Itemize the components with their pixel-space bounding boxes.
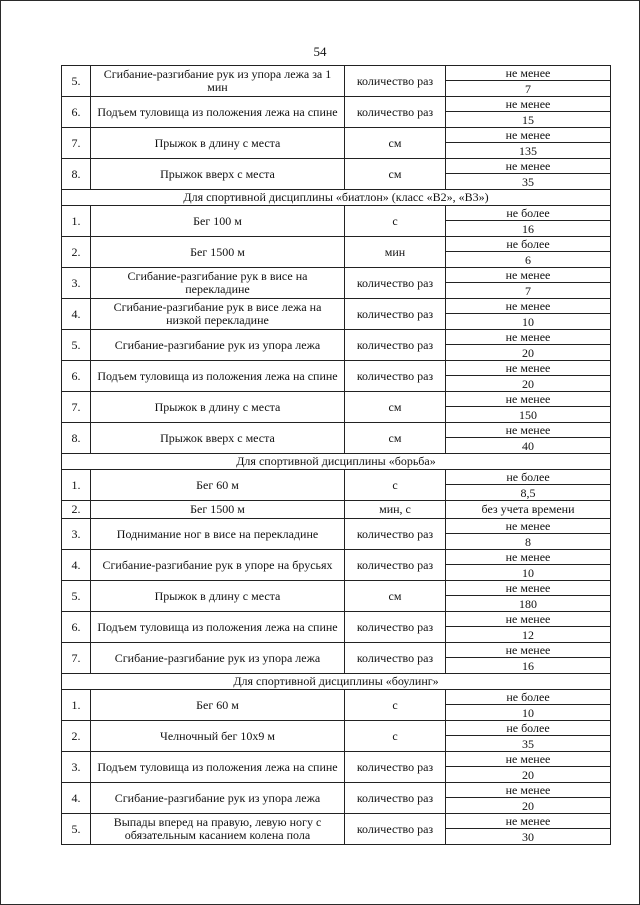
section-heading-row: [62, 190, 611, 206]
norm-qualifier: не менее: [446, 392, 611, 407]
table-row: [62, 423, 611, 438]
unit-of-measure: количество раз: [345, 814, 446, 845]
unit-of-measure: количество раз: [345, 299, 446, 330]
unit-of-measure: количество раз: [345, 330, 446, 361]
exercise-name: Поднимание ног в висе на перекладине: [91, 519, 345, 550]
unit-of-measure: количество раз: [345, 783, 446, 814]
unit-of-measure: см: [345, 392, 446, 423]
exercise-name: Прыжок вверх с места: [91, 423, 345, 454]
unit-of-measure: количество раз: [345, 752, 446, 783]
norm-value: 20: [446, 376, 611, 392]
norm-value: 180: [446, 596, 611, 612]
standards-table: [61, 65, 611, 845]
unit-of-measure: мин, с: [345, 501, 446, 519]
norm-value: 6: [446, 252, 611, 268]
norm-qualifier: не менее: [446, 128, 611, 143]
unit-of-measure: количество раз: [345, 66, 446, 97]
norm-value: 35: [446, 736, 611, 752]
norm-value: 10: [446, 314, 611, 330]
exercise-name: Бег 100 м: [91, 206, 345, 237]
page-number: 54: [313, 44, 327, 59]
norm-qualifier: не менее: [446, 423, 611, 438]
table-row: [62, 519, 611, 534]
row-number: 2.: [62, 237, 91, 268]
row-number: 3.: [62, 752, 91, 783]
table-row: [62, 299, 611, 314]
exercise-name: Бег 1500 м: [91, 501, 345, 519]
row-number: 2.: [62, 721, 91, 752]
unit-of-measure: с: [345, 206, 446, 237]
exercise-name: Прыжок в длину с места: [91, 392, 345, 423]
table-row: [62, 128, 611, 143]
row-number: 5.: [62, 330, 91, 361]
norm-value: 150: [446, 407, 611, 423]
table-row: [62, 643, 611, 658]
exercise-name: Бег 60 м: [91, 690, 345, 721]
row-number: 6.: [62, 361, 91, 392]
norm-value: 20: [446, 345, 611, 361]
row-number: 5.: [62, 66, 91, 97]
unit-of-measure: см: [345, 128, 446, 159]
unit-of-measure: количество раз: [345, 643, 446, 674]
section-heading: Для спортивной дисциплины «биатлон» (класс «В2», «В3»): [62, 190, 611, 206]
table-row: [62, 814, 611, 829]
row-number: 6.: [62, 97, 91, 128]
exercise-name: Прыжок вверх с места: [91, 159, 345, 190]
row-number: 8.: [62, 423, 91, 454]
norm-value: 8: [446, 534, 611, 550]
norm-qualifier: не менее: [446, 612, 611, 627]
norm-value: 35: [446, 174, 611, 190]
row-number: 5.: [62, 814, 91, 845]
table-row: [62, 752, 611, 767]
exercise-name: Бег 60 м: [91, 470, 345, 501]
table-row: [62, 330, 611, 345]
norm-qualifier: не более: [446, 237, 611, 252]
norm-qualifier: не менее: [446, 783, 611, 798]
norm-qualifier: не более: [446, 470, 611, 485]
unit-of-measure: количество раз: [345, 268, 446, 299]
exercise-name: Сгибание-разгибание рук в упоре на брусьях: [91, 550, 345, 581]
norm-value: 20: [446, 767, 611, 783]
table-row: [62, 97, 611, 112]
exercise-name: Бег 1500 м: [91, 237, 345, 268]
unit-of-measure: с: [345, 690, 446, 721]
table-row: [62, 690, 611, 705]
table-row: [62, 783, 611, 798]
unit-of-measure: см: [345, 581, 446, 612]
table-row: [62, 206, 611, 221]
exercise-name: Выпады вперед на правую, левую ногу с обязательным касанием колена пола: [91, 814, 345, 845]
row-number: 3.: [62, 268, 91, 299]
norm-value: 16: [446, 221, 611, 237]
row-number: 2.: [62, 501, 91, 519]
norm-qualifier: не более: [446, 206, 611, 221]
table-row: [62, 392, 611, 407]
norm-value: 7: [446, 283, 611, 299]
norm-value: 40: [446, 438, 611, 454]
row-number: 4.: [62, 299, 91, 330]
section-heading: Для спортивной дисциплины «боулинг»: [62, 674, 611, 690]
unit-of-measure: количество раз: [345, 519, 446, 550]
table-row: [62, 721, 611, 736]
row-number: 1.: [62, 206, 91, 237]
row-number: 4.: [62, 783, 91, 814]
norm-qualifier: не менее: [446, 519, 611, 534]
norm-qualifier: не менее: [446, 752, 611, 767]
table-row: [62, 361, 611, 376]
norm-qualifier: не менее: [446, 643, 611, 658]
norm-value: 15: [446, 112, 611, 128]
row-number: 7.: [62, 643, 91, 674]
unit-of-measure: с: [345, 721, 446, 752]
norm-qualifier: не более: [446, 721, 611, 736]
exercise-name: Подъем туловища из положения лежа на спине: [91, 752, 345, 783]
exercise-name: Сгибание-разгибание рук из упора лежа: [91, 643, 345, 674]
row-number: 5.: [62, 581, 91, 612]
norm-qualifier: не менее: [446, 550, 611, 565]
unit-of-measure: см: [345, 159, 446, 190]
norm-value: 10: [446, 705, 611, 721]
exercise-name: Прыжок в длину с места: [91, 128, 345, 159]
norm-qualifier: не менее: [446, 581, 611, 596]
row-number: 3.: [62, 519, 91, 550]
row-number: 7.: [62, 392, 91, 423]
norm-qualifier: не менее: [446, 330, 611, 345]
norm-value: без учета времени: [446, 501, 611, 519]
norm-value: 12: [446, 627, 611, 643]
norm-qualifier: не менее: [446, 361, 611, 376]
norm-value: 10: [446, 565, 611, 581]
table-row: [62, 470, 611, 485]
exercise-name: Сгибание-разгибание рук из упора лежа за 1 мин: [91, 66, 345, 97]
norm-value: 7: [446, 81, 611, 97]
norm-qualifier: не менее: [446, 159, 611, 174]
table-row: [62, 159, 611, 174]
unit-of-measure: с: [345, 470, 446, 501]
table-row: [62, 612, 611, 627]
exercise-name: Сгибание-разгибание рук в висе на перекладине: [91, 268, 345, 299]
exercise-name: Подъем туловища из положения лежа на спине: [91, 97, 345, 128]
norm-value: 8,5: [446, 485, 611, 501]
row-number: 8.: [62, 159, 91, 190]
unit-of-measure: количество раз: [345, 97, 446, 128]
table-row: [62, 581, 611, 596]
section-heading-row: [62, 674, 611, 690]
exercise-name: Подъем туловища из положения лежа на спине: [91, 612, 345, 643]
unit-of-measure: см: [345, 423, 446, 454]
table-row: [62, 237, 611, 252]
section-heading: Для спортивной дисциплины «борьба»: [62, 454, 611, 470]
norm-value: 30: [446, 829, 611, 845]
norm-value: 135: [446, 143, 611, 159]
standards-table-body: [62, 66, 611, 845]
exercise-name: Сгибание-разгибание рук из упора лежа: [91, 330, 345, 361]
unit-of-measure: количество раз: [345, 361, 446, 392]
table-row: [62, 501, 611, 519]
unit-of-measure: мин: [345, 237, 446, 268]
norm-value: 16: [446, 658, 611, 674]
norm-qualifier: не менее: [446, 268, 611, 283]
table-row: [62, 268, 611, 283]
exercise-name: Прыжок в длину с места: [91, 581, 345, 612]
norm-qualifier: не менее: [446, 97, 611, 112]
norm-value: 20: [446, 798, 611, 814]
norm-qualifier: не более: [446, 690, 611, 705]
exercise-name: Сгибание-разгибание рук в висе лежа на низкой перекладине: [91, 299, 345, 330]
exercise-name: Подъем туловища из положения лежа на спине: [91, 361, 345, 392]
unit-of-measure: количество раз: [345, 612, 446, 643]
unit-of-measure: количество раз: [345, 550, 446, 581]
exercise-name: Челночный бег 10x9 м: [91, 721, 345, 752]
table-row: [62, 66, 611, 81]
section-heading-row: [62, 454, 611, 470]
row-number: 7.: [62, 128, 91, 159]
norm-qualifier: не менее: [446, 299, 611, 314]
row-number: 1.: [62, 690, 91, 721]
row-number: 1.: [62, 470, 91, 501]
row-number: 6.: [62, 612, 91, 643]
row-number: 4.: [62, 550, 91, 581]
norm-qualifier: не менее: [446, 814, 611, 829]
norm-qualifier: не менее: [446, 66, 611, 81]
exercise-name: Сгибание-разгибание рук из упора лежа: [91, 783, 345, 814]
table-row: [62, 550, 611, 565]
